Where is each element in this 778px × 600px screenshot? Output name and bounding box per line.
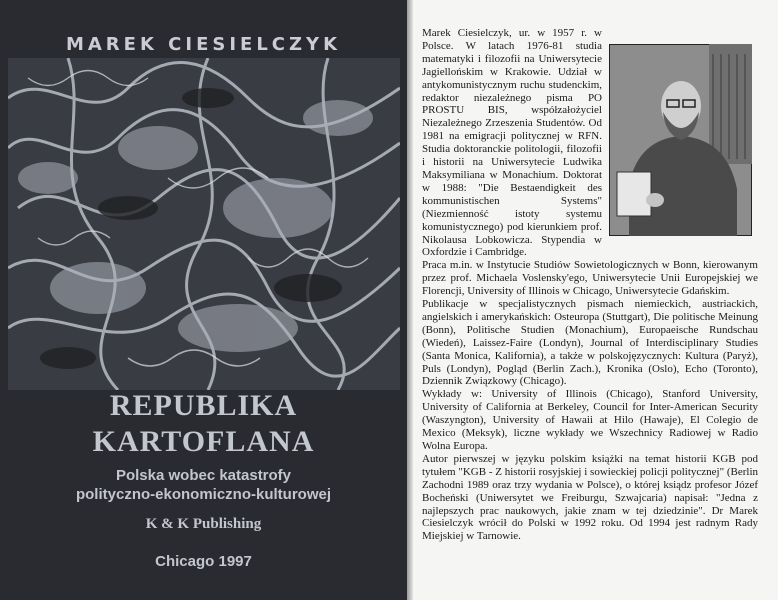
book-title-line1: REPUBLIKA	[109, 389, 298, 422]
bio-paragraph: Praca m.in. w Instytucie Studiów Sowietologicznych w Bonn, kierowanym przez prof. Michaela Voslensky'ego, Uniwersytecie Unii Europejskiej we Florencji, University of Illinois w Chicago, Uniwersytecie Gdańskim.	[422, 259, 758, 298]
bio-paragraph: Autor pierwszej w języku polskim książki na temat historii KGB pod tytułem "KGB - Z historii rosyjskiej i sowieckiej policji politycznej" (Berlin Zachodni 1989 oraz trzy wydania w Polsce), o której ksiądz profesor Józef Bocheński (Uniwersytet we Freiburgu, Szwajcaria) napisał: "Jedna z najlepszych prac naukowych, jakie znam w tej dziedzinie". Dr Marek Ciesielczyk wrócił do Polski w 1992 roku. Od 1994 jest radnym Rady Miejskiej w Tarnowie.	[422, 452, 758, 543]
subtitle-line1: Polska wobec katastrofy	[115, 467, 292, 484]
place-year: Chicago 1997	[155, 553, 252, 570]
cover-artwork	[8, 58, 400, 390]
bio-paragraph: Publikacje w specjalistycznych pismach niemieckich, austriackich, angielskich i amerykańskich: Osteuropa (Stuttgart), Die politische Meinung (Bonn), Politische Studien (Monachium), Europaeische Rundschau (Wiedeń), Laissez-Faire (Londyn), Journal of Interdisciplinary Studies (Santa Monica, Kalifornia), a także w polskojęzycznych: Kultura (Paryż), Puls (Londyn), Pogląd (Berlin Zach.), Kronika (Oslo), Echo (Toronto), Dziennik Związkowy (Chicago).	[422, 298, 758, 388]
author-bio	[422, 27, 758, 543]
publisher: K & K Publishing	[145, 516, 262, 532]
bio-paragraph: Marek Ciesielczyk, ur. w 1957 r. w Polsce. W latach 1976-81 studia matematyki i filozofii na Uniwersytecie Jagiellońskim w Krakowie. Udział w antykomunistycznym ruchu studenckim, redaktor niezależnego pisma PO PROSTU BIS, współzałożyciel Niezależnego Zrzeszenia Studentów. Od 1981 na emigracji politycznej w RFN. Studia doktoranckie politologii, filozofii i historii na Uniwersytecie Ludwika Maksymiliana w Monachium. Doktorat w 1988: "Die Bestaendigkeit des kommunistischen Systems" (Niezmienność istoty systemu komunistycznego) pod kierunkiem prof. Nikolausa Lobkowicza. Stypendia w Oxfordzie i Cambridge.	[422, 27, 602, 259]
book-title-line2: KARTOFLANA	[92, 425, 315, 458]
bio-paragraph: Wykłady w: University of Illinois (Chicago), Stanford University, University of California at Berkeley, Council for Inter-American Security (Waszyngton), University of Hawaii at Hilo (Hawaje), El Colegio de Mexico (Meksyk), liczne wykłady we Wszechnicy Radiowej w Radio Wolna Europa.	[422, 388, 758, 452]
author-name: MAREK CIESIELCZYK	[65, 34, 342, 55]
subtitle-line2: polityczno-ekonomiczno-kulturowej	[75, 486, 331, 503]
photo-text-wrap	[602, 27, 758, 245]
